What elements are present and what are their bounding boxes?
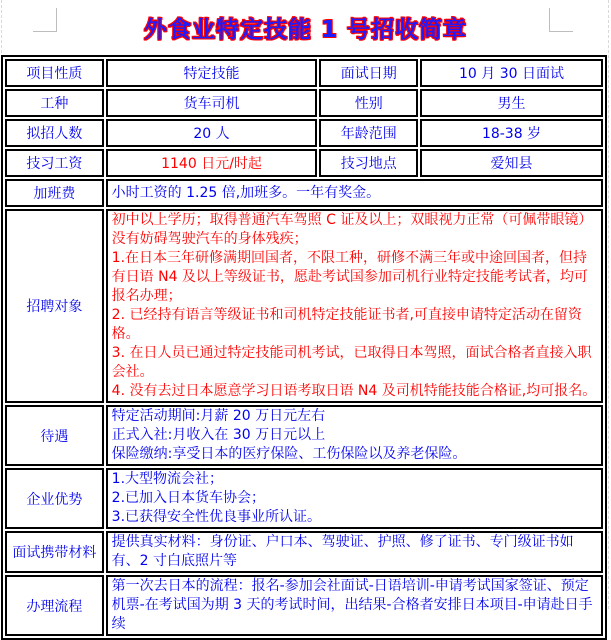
recruitment-table: [1, 55, 607, 640]
gender-value: 男生: [420, 89, 603, 117]
project-type-label: 项目性质: [5, 59, 104, 87]
job-type-value: 货车司机: [106, 89, 318, 117]
page-edge-right: [608, 0, 609, 609]
interview-materials-label: 面试携带材料: [5, 531, 104, 573]
interview-materials-line: 提供真实材料：身份证、户口本、驾驶证、护照、修了证书、专门级证书如有、2 寸白底照片等: [111, 534, 574, 569]
age-range-value: 18-38 岁: [420, 119, 603, 147]
gender-label: 性别: [319, 89, 418, 117]
recruit-target-paragraph: 初中以上学历；取得普通汽车驾照 C 证及以上；双眼视力正常（可佩带眼镜）没有妨碍驾驶汽车的身体残疾；: [111, 212, 593, 247]
company-advantage-line: 1.大型物流会社；: [111, 471, 224, 487]
recruit-target-paragraph: 3. 在日人员已通过特定技能司机考试，已取得日本驾照，面试合格者直接入职会社。: [111, 345, 592, 380]
work-location-label: 技习地点: [319, 149, 418, 177]
recruit-target-paragraph: 4. 没有去过日本愿意学习日语考取日语 N4 及司机特能技能合格证,均可报名。: [111, 383, 597, 399]
treatment-line: 特定活动期间:月薪 20 万日元左右: [111, 408, 326, 424]
overtime-pay-content: [106, 179, 603, 207]
project-type-value: 特定技能: [106, 59, 318, 87]
process-line: 第一次去日本的流程：报名-参加会社面试-日语培训-申请考试国家签证、预定机票-在考试国为期 3 天的考试时间，出结果-合格者安排日本项目-申请赴日手续: [111, 578, 593, 632]
company-advantage-line: 3.已获得安全性优良事业所认证。: [111, 509, 322, 525]
interview-materials-content: [106, 531, 603, 573]
table-row: [5, 405, 603, 466]
treatment-line: 保险缴纳:享受日本的医疗保险、工伤保险以及养老保险。: [111, 446, 467, 462]
headcount-label: 拟招人数: [5, 119, 104, 147]
process-label: 办理流程: [5, 575, 104, 636]
company-advantage-content: [106, 468, 603, 529]
age-range-label: 年龄范围: [319, 119, 418, 147]
overtime-pay-label: 加班费: [5, 179, 104, 207]
wage-value: 1140 日元/时起: [106, 149, 318, 177]
table-row: [5, 575, 603, 636]
table-row: [5, 531, 603, 573]
recruit-target-content: [106, 209, 603, 403]
process-content: [106, 575, 603, 636]
recruit-target-paragraph: 1.在日本三年研修满期回国者，不限工种，研修不满三年或中途回国者，但持有日语 N4 及以上等级证书，愿赴考试国参加司机行业特定技能考试者，均可报名办理；: [111, 250, 588, 304]
table-row: [5, 59, 603, 87]
work-location-value: 爱知县: [420, 149, 603, 177]
interview-date-value: 10 月 30 日面试: [420, 59, 603, 87]
table-row: [5, 209, 603, 403]
overtime-pay-line: 小时工资的 1.25 倍,加班多。一年有奖金。: [111, 184, 381, 201]
recruit-target-label: 招聘对象: [5, 209, 104, 403]
table-row: [5, 89, 603, 117]
table-row: [5, 468, 603, 529]
page-title: 外食业特定技能 1 号招收简章: [143, 17, 468, 43]
job-type-label: 工种: [5, 89, 104, 117]
recruit-target-paragraph: 2. 已经持有语言等级证书和司机特定技能证书者,可直接申请特定活动在留资格。: [111, 307, 582, 342]
interview-date-label: 面试日期: [319, 59, 418, 87]
wage-label: 技习工资: [5, 149, 104, 177]
table-row: [5, 149, 603, 177]
company-advantage-line: 2.已加入日本货车协会；: [111, 490, 266, 506]
company-advantage-label: 企业优势: [5, 468, 104, 529]
treatment-label: 待遇: [5, 405, 104, 466]
treatment-content: [106, 405, 603, 466]
headcount-value: 20 人: [106, 119, 318, 147]
table-row: [5, 119, 603, 147]
treatment-line: 正式入社:月收入在 30 万日元以上: [111, 427, 326, 443]
table-row: [5, 179, 603, 207]
